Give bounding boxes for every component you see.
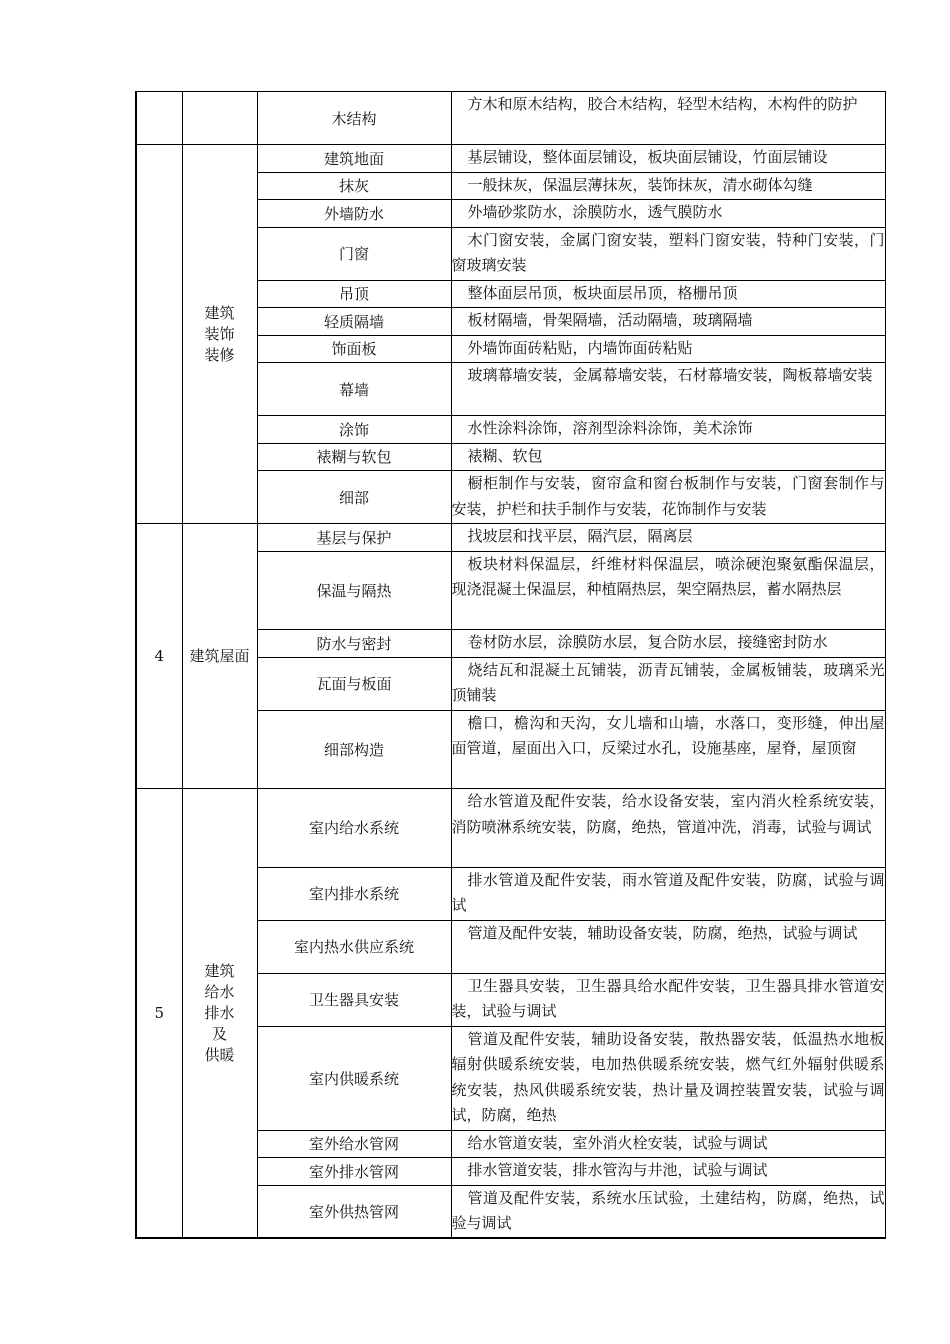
sub-item-description: 橱柜制作与安装，窗帘盒和窗台板制作与安装，门窗套制作与安装，护栏和扶手制作与安装，花饰制作与安装 [451, 471, 885, 524]
group-category: 建筑 装饰 装修 [182, 145, 257, 524]
sub-item-description: 外墙砂浆防水，涂膜防水，透气膜防水 [451, 200, 885, 228]
table-row [136, 145, 885, 173]
sub-division-name: 建筑地面 [257, 145, 451, 173]
sub-division-name: 室外供热管网 [257, 1185, 451, 1238]
sub-item-description: 找坡层和找平层，隔汽层，隔离层 [451, 524, 885, 552]
sub-division-name: 涂饰 [257, 416, 451, 444]
sub-division-name: 瓦面与板面 [257, 657, 451, 710]
table-body [136, 92, 885, 1239]
sub-item-description: 方木和原木结构，胶合木结构，轻型木结构，木构件的防护 [451, 92, 885, 145]
sub-item-description: 管道及配件安装，系统水压试验，土建结构，防腐，绝热，试验与调试 [451, 1185, 885, 1238]
sub-item-description: 外墙饰面砖粘贴，内墙饰面砖粘贴 [451, 335, 885, 363]
sub-item-description: 给水管道及配件安装，给水设备安装，室内消火栓系统安装，消防喷淋系统安装，防腐，绝热，管道冲洗，消毒，试验与调试 [451, 789, 885, 868]
group-number: 4 [136, 524, 182, 789]
sub-item-description: 给水管道安装，室外消火栓安装，试验与调试 [451, 1130, 885, 1158]
table-row [136, 789, 885, 868]
sub-division-name: 外墙防水 [257, 200, 451, 228]
sub-division-name: 吊顶 [257, 280, 451, 308]
sub-item-description: 板块材料保温层，纤维材料保温层，喷涂硬泡聚氨酯保温层，现浇混凝土保温层，种植隔热层，架空隔热层，蓄水隔热层 [451, 551, 885, 630]
sub-item-description: 管道及配件安装，辅助设备安装，防腐，绝热，试验与调试 [451, 920, 885, 973]
sub-item-description: 排水管道安装，排水管沟与井池，试验与调试 [451, 1158, 885, 1186]
sub-item-description: 管道及配件安装，辅助设备安装，散热器安装，低温热水地板辐射供暖系统安装，电加热供暖系统安装，燃气红外辐射供暖系统安装，热风供暖系统安装，热计量及调控装置安装，试验与调试，防腐，绝热 [451, 1026, 885, 1130]
sub-division-name: 卫生器具安装 [257, 973, 451, 1026]
table-row [136, 92, 885, 145]
sub-division-name: 细部 [257, 471, 451, 524]
sub-item-description: 排水管道及配件安装，雨水管道及配件安装，防腐，试验与调试 [451, 867, 885, 920]
sub-division-name: 轻质隔墙 [257, 308, 451, 336]
sub-item-description: 整体面层吊顶，板块面层吊顶，格栅吊顶 [451, 280, 885, 308]
sub-division-name: 室外排水管网 [257, 1158, 451, 1186]
sub-item-description: 水性涂料涂饰，溶剂型涂料涂饰，美术涂饰 [451, 416, 885, 444]
sub-division-name: 室内给水系统 [257, 789, 451, 868]
sub-item-description: 檐口，檐沟和天沟，女儿墙和山墙，水落口，变形缝，伸出屋面管道，屋面出入口，反梁过水孔，设施基座，屋脊，屋顶窗 [451, 710, 885, 789]
group-number [136, 92, 182, 145]
sub-item-description: 卷材防水层，涂膜防水层，复合防水层，接缝密封防水 [451, 630, 885, 658]
group-category: 建筑屋面 [182, 524, 257, 789]
sub-item-description: 一般抹灰，保温层薄抹灰，装饰抹灰，清水砌体勾缝 [451, 172, 885, 200]
sub-item-description: 基层铺设，整体面层铺设，板块面层铺设，竹面层铺设 [451, 145, 885, 173]
sub-item-description: 玻璃幕墙安装，金属幕墙安装，石材幕墙安装，陶板幕墙安装 [451, 363, 885, 416]
sub-division-name: 保温与隔热 [257, 551, 451, 630]
sub-item-description: 木门窗安装，金属门窗安装，塑料门窗安装，特种门安装，门窗玻璃安装 [451, 227, 885, 280]
sub-division-name: 室外给水管网 [257, 1130, 451, 1158]
sub-item-description: 卫生器具安装，卫生器具给水配件安装，卫生器具排水管道安装，试验与调试 [451, 973, 885, 1026]
sub-division-name: 裱糊与软包 [257, 443, 451, 471]
group-number [136, 145, 182, 524]
division-table [135, 91, 886, 1239]
sub-division-name: 防水与密封 [257, 630, 451, 658]
sub-division-name: 幕墙 [257, 363, 451, 416]
sub-division-name: 木结构 [257, 92, 451, 145]
sub-item-description: 板材隔墙，骨架隔墙，活动隔墙，玻璃隔墙 [451, 308, 885, 336]
sub-division-name: 抹灰 [257, 172, 451, 200]
sub-division-name: 基层与保护 [257, 524, 451, 552]
sub-division-name: 饰面板 [257, 335, 451, 363]
group-category [182, 92, 257, 145]
sub-item-description: 裱糊、软包 [451, 443, 885, 471]
group-number: 5 [136, 789, 182, 1239]
table-row [136, 524, 885, 552]
group-category: 建筑 给水 排水 及 供暖 [182, 789, 257, 1239]
sub-division-name: 门窗 [257, 227, 451, 280]
sub-division-name: 室内供暖系统 [257, 1026, 451, 1130]
sub-division-name: 室内排水系统 [257, 867, 451, 920]
sub-item-description: 烧结瓦和混凝土瓦铺装，沥青瓦铺装，金属板铺装，玻璃采光顶铺装 [451, 657, 885, 710]
sub-division-name: 细部构造 [257, 710, 451, 789]
sub-division-name: 室内热水供应系统 [257, 920, 451, 973]
